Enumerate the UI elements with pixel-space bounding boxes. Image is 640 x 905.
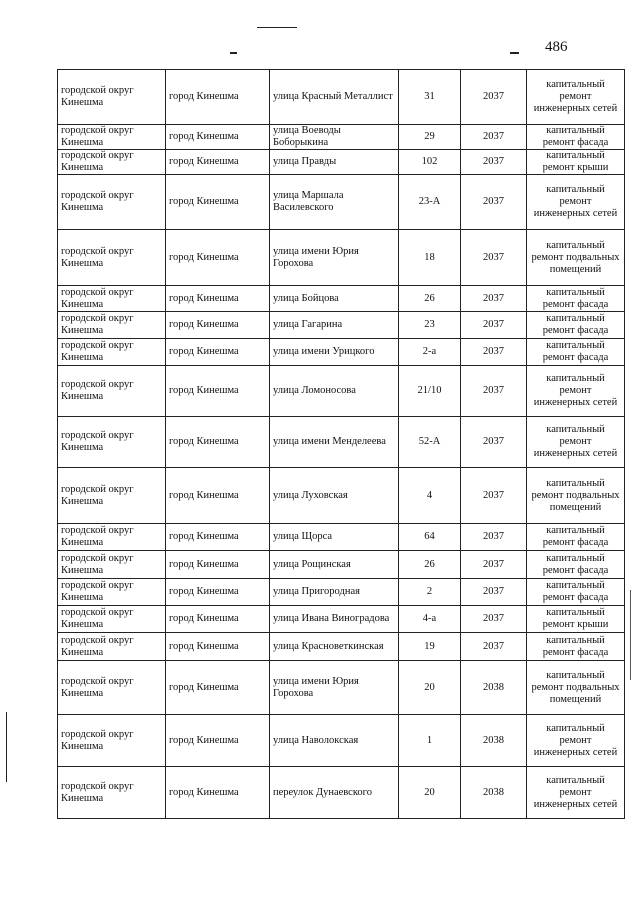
cell-house: 4-а [399, 606, 461, 633]
cell-work: капитальный ремонт инженерных сетей [527, 715, 625, 767]
cell-work: капитальный ремонт крыши [527, 150, 625, 175]
cell-year: 2037 [461, 339, 527, 366]
table-row [58, 606, 625, 633]
cell-house: 23 [399, 312, 461, 339]
table-row [58, 230, 625, 286]
cell-house: 21/10 [399, 366, 461, 417]
cell-city: город Кинешма [166, 312, 270, 339]
table-body [58, 70, 625, 819]
cell-work: капитальный ремонт фасада [527, 125, 625, 150]
cell-work: капитальный ремонт инженерных сетей [527, 70, 625, 125]
cell-city: город Кинешма [166, 633, 270, 661]
cell-year: 2037 [461, 524, 527, 551]
table-row [58, 767, 625, 819]
cell-house: 52-А [399, 417, 461, 468]
cell-year: 2037 [461, 70, 527, 125]
cell-street: улица Воеводы Боборыкина [270, 125, 399, 150]
cell-street: улица имени Менделеева [270, 417, 399, 468]
cell-year: 2038 [461, 715, 527, 767]
cell-year: 2038 [461, 661, 527, 715]
table-row [58, 125, 625, 150]
cell-municipality: городской округ Кинешма [58, 767, 166, 819]
table-row [58, 150, 625, 175]
cell-house: 20 [399, 767, 461, 819]
cell-house: 20 [399, 661, 461, 715]
cell-city: город Кинешма [166, 579, 270, 606]
cell-municipality: городской округ Кинешма [58, 524, 166, 551]
table-row [58, 286, 625, 312]
cell-year: 2037 [461, 175, 527, 230]
cell-municipality: городской округ Кинешма [58, 366, 166, 417]
cell-street: улица Наволокская [270, 715, 399, 767]
cell-work: капитальный ремонт подвальных помещений [527, 661, 625, 715]
cell-house: 26 [399, 286, 461, 312]
cell-municipality: городской округ Кинешма [58, 606, 166, 633]
cell-city: город Кинешма [166, 125, 270, 150]
cell-work: капитальный ремонт фасада [527, 551, 625, 579]
table-row [58, 551, 625, 579]
cell-year: 2037 [461, 286, 527, 312]
table-row [58, 417, 625, 468]
cell-city: город Кинешма [166, 767, 270, 819]
cell-year: 2037 [461, 312, 527, 339]
cell-year: 2037 [461, 417, 527, 468]
cell-year: 2037 [461, 633, 527, 661]
cell-city: город Кинешма [166, 150, 270, 175]
cell-municipality: городской округ Кинешма [58, 661, 166, 715]
cell-house: 1 [399, 715, 461, 767]
cell-year: 2037 [461, 606, 527, 633]
cell-work: капитальный ремонт фасада [527, 286, 625, 312]
scan-mark [6, 712, 7, 782]
cell-municipality: городской округ Кинешма [58, 230, 166, 286]
cell-street: улица Бойцова [270, 286, 399, 312]
cell-municipality: городской округ Кинешма [58, 125, 166, 150]
cell-municipality: городской округ Кинешма [58, 150, 166, 175]
cell-house: 4 [399, 468, 461, 524]
table-row [58, 339, 625, 366]
cell-year: 2038 [461, 767, 527, 819]
cell-municipality: городской округ Кинешма [58, 417, 166, 468]
table-row [58, 175, 625, 230]
cell-year: 2037 [461, 150, 527, 175]
table-row [58, 633, 625, 661]
cell-city: город Кинешма [166, 468, 270, 524]
cell-work: капитальный ремонт инженерных сетей [527, 175, 625, 230]
cell-city: город Кинешма [166, 339, 270, 366]
cell-city: город Кинешма [166, 70, 270, 125]
cell-house: 18 [399, 230, 461, 286]
cell-street: улица Ивана Виноградова [270, 606, 399, 633]
cell-city: город Кинешма [166, 524, 270, 551]
table-row [58, 715, 625, 767]
cell-year: 2037 [461, 125, 527, 150]
cell-work: капитальный ремонт фасада [527, 579, 625, 606]
cell-year: 2037 [461, 366, 527, 417]
cell-street: улица Пригородная [270, 579, 399, 606]
cell-city: город Кинешма [166, 551, 270, 579]
cell-work: капитальный ремонт инженерных сетей [527, 366, 625, 417]
cell-work: капитальный ремонт фасада [527, 524, 625, 551]
cell-city: город Кинешма [166, 715, 270, 767]
cell-year: 2037 [461, 579, 527, 606]
cell-street: улица Правды [270, 150, 399, 175]
cell-work: капитальный ремонт фасада [527, 312, 625, 339]
cell-municipality: городской округ Кинешма [58, 551, 166, 579]
cell-city: город Кинешма [166, 606, 270, 633]
scan-mark [230, 52, 237, 54]
cell-year: 2037 [461, 551, 527, 579]
cell-work: капитальный ремонт подвальных помещений [527, 468, 625, 524]
cell-municipality: городской округ Кинешма [58, 175, 166, 230]
cell-city: город Кинешма [166, 661, 270, 715]
cell-municipality: городской округ Кинешма [58, 715, 166, 767]
cell-street: улица Маршала Василевского [270, 175, 399, 230]
table-row [58, 366, 625, 417]
cell-city: город Кинешма [166, 366, 270, 417]
cell-house: 29 [399, 125, 461, 150]
cell-city: город Кинешма [166, 286, 270, 312]
cell-street: улица Ломоносова [270, 366, 399, 417]
cell-work: капитальный ремонт подвальных помещений [527, 230, 625, 286]
cell-street: улица Щорса [270, 524, 399, 551]
cell-street: улица Гагарина [270, 312, 399, 339]
cell-street: улица Луховская [270, 468, 399, 524]
table-row [58, 70, 625, 125]
cell-municipality: городской округ Кинешма [58, 468, 166, 524]
cell-street: улица имени Юрия Горохова [270, 230, 399, 286]
cell-house: 31 [399, 70, 461, 125]
cell-house: 64 [399, 524, 461, 551]
cell-year: 2037 [461, 230, 527, 286]
cell-city: город Кинешма [166, 175, 270, 230]
cell-street: улица Красный Металлист [270, 70, 399, 125]
scan-mark [630, 590, 631, 680]
table-row [58, 468, 625, 524]
table-row [58, 312, 625, 339]
cell-house: 2-а [399, 339, 461, 366]
cell-municipality: городской округ Кинешма [58, 579, 166, 606]
cell-municipality: городской округ Кинешма [58, 70, 166, 125]
cell-street: улица Красноветкинская [270, 633, 399, 661]
cell-house: 102 [399, 150, 461, 175]
cell-year: 2037 [461, 468, 527, 524]
scan-mark [510, 52, 519, 54]
table-row [58, 661, 625, 715]
cell-street: улица имени Юрия Горохова [270, 661, 399, 715]
table-row [58, 524, 625, 551]
housing-repair-table [57, 69, 625, 819]
cell-city: город Кинешма [166, 230, 270, 286]
cell-city: город Кинешма [166, 417, 270, 468]
cell-municipality: городской округ Кинешма [58, 339, 166, 366]
cell-street: улица Рощинская [270, 551, 399, 579]
cell-house: 19 [399, 633, 461, 661]
cell-house: 23-А [399, 175, 461, 230]
page-number: 486 [545, 39, 568, 55]
cell-work: капитальный ремонт фасада [527, 339, 625, 366]
scan-mark [257, 27, 297, 28]
cell-municipality: городской округ Кинешма [58, 312, 166, 339]
cell-work: капитальный ремонт фасада [527, 633, 625, 661]
cell-street: улица имени Урицкого [270, 339, 399, 366]
cell-work: капитальный ремонт крыши [527, 606, 625, 633]
cell-municipality: городской округ Кинешма [58, 286, 166, 312]
cell-work: капитальный ремонт инженерных сетей [527, 417, 625, 468]
cell-work: капитальный ремонт инженерных сетей [527, 767, 625, 819]
cell-house: 26 [399, 551, 461, 579]
cell-house: 2 [399, 579, 461, 606]
cell-street: переулок Дунаевского [270, 767, 399, 819]
cell-municipality: городской округ Кинешма [58, 633, 166, 661]
table-row [58, 579, 625, 606]
